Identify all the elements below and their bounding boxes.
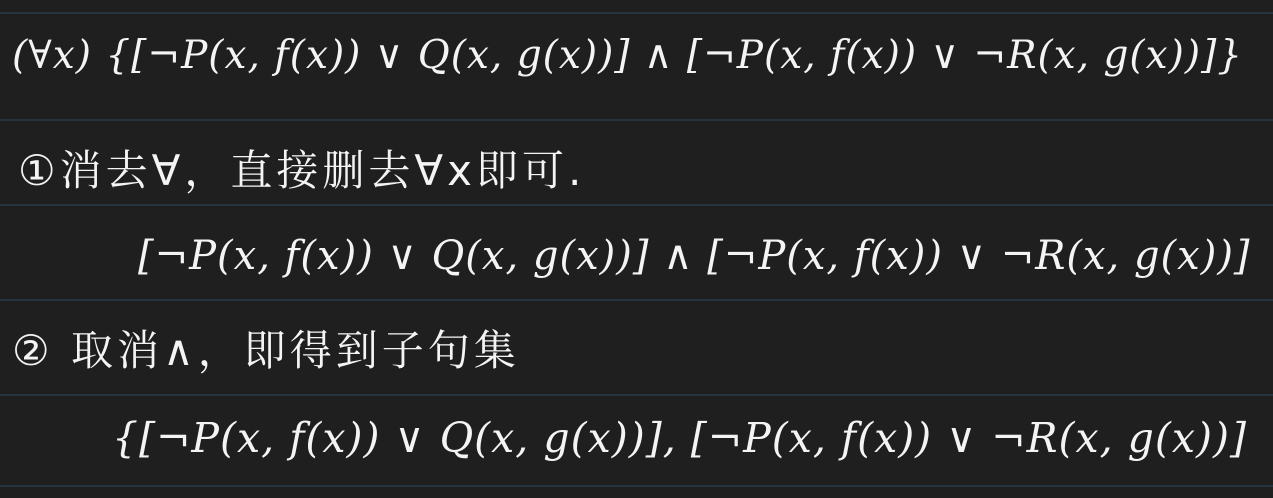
clause-set: {[¬P(x, f(x)) ∨ Q(x, g(x))], [¬P(x, f(x)) ∨ ¬R(x, g(x))]: [112, 414, 1248, 462]
formula-original: (∀x) {[¬P(x, f(x)) ∨ Q(x, g(x))] ∧ [¬P(x, f(x)) ∨ ¬R(x, g(x))]}: [12, 33, 1244, 78]
step-1-note: ①消去∀，直接删去∀x即可.: [18, 146, 586, 195]
step-2-note: ② 取消∧，即得到子句集: [12, 326, 520, 375]
formula-without-quantifier: [¬P(x, f(x)) ∨ Q(x, g(x))] ∧ [¬P(x, f(x)) ∨ ¬R(x, g(x))]: [138, 233, 1251, 279]
